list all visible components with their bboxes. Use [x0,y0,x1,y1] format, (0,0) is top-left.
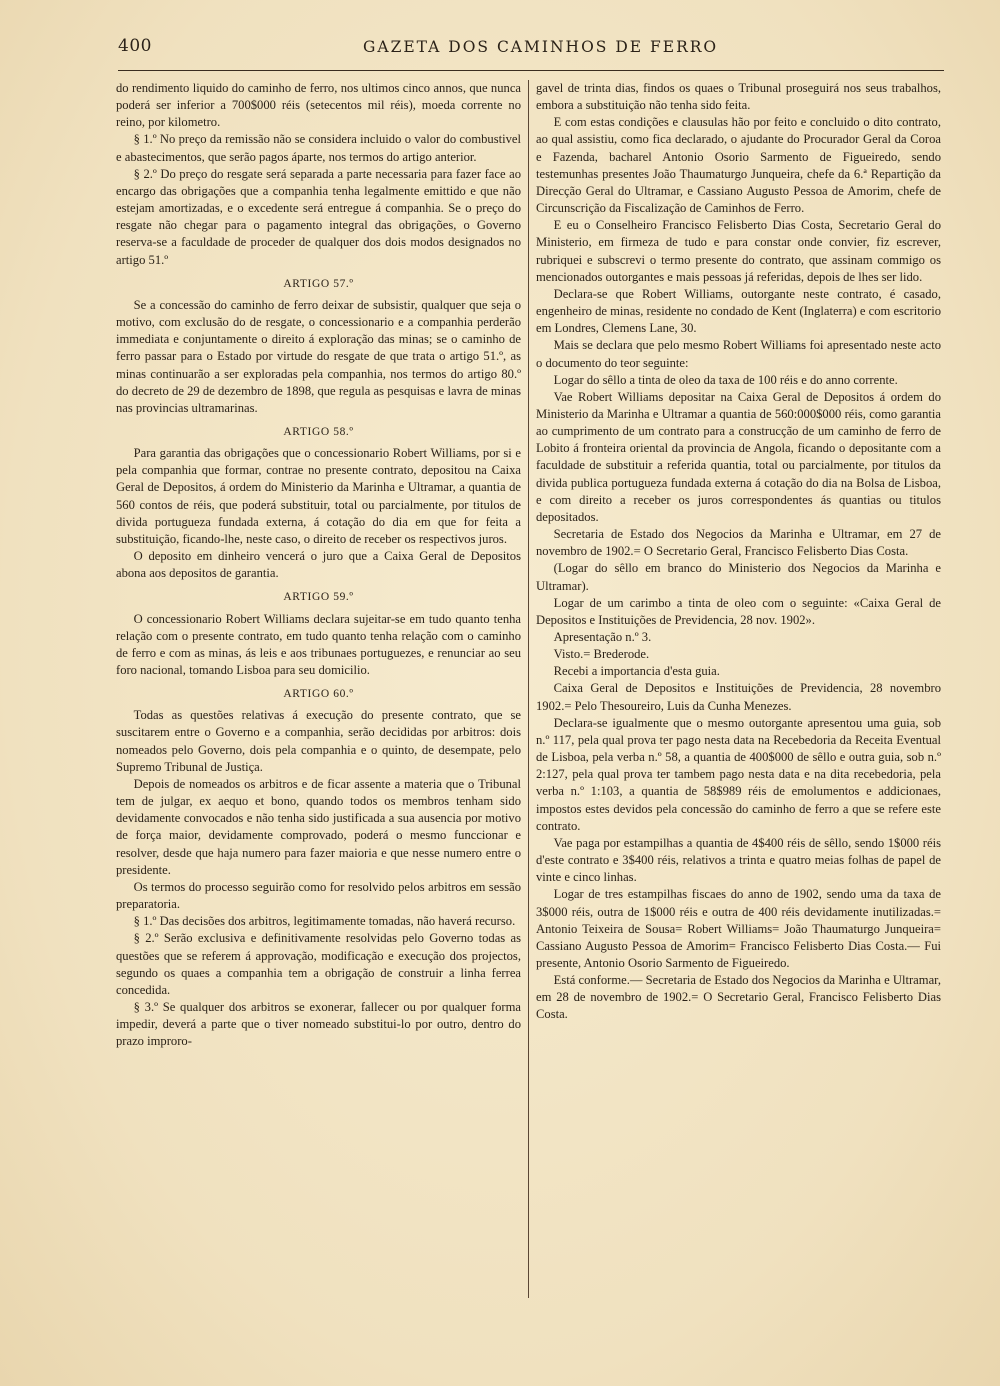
paragraph: Depois de nomeados os arbitros e de ficar assente a materia que o Tribunal tem de julgar, ex aequo et bono, quando todos os membros tenham sido devidamente convocados e não tenha sido justificada a sua ausencia por motivo de força maior, devidamente comprovado, poderá o mesmo funccionar e resolver, desde que haja numero para fazer maioria e que nesse numero entre o presidente. [116,776,521,877]
paragraph: O deposito em dinheiro vencerá o juro que a Caixa Geral de Depositos abona aos depositos de garantia. [116,549,521,581]
paragraph: Está conforme.— Secretaria de Estado dos Negocios da Marinha e Ultramar, em 28 de novembro de 1902.= O Secretario Geral, Francisco Felisberto Dias Costa. [536,973,941,1022]
paragraph: Vae Robert Williams depositar na Caixa Geral de Depositos á ordem do Ministerio da Marinha e Ultramar a quantia de 560:000$000 réis, como garantia ao cumprimento de um contrato para a construcção de um caminho de ferro de Lobito á fronteira oriental da provincia de Angola, ficando o depositante com a faculdade de substituir a referida quantia, total ou parcialmente, por titulos da divida publica portugueza fundada externa á cotação do dia na Bolsa de Lisboa, e com direito a receber os juros correspondentes ás quantias ou titulos depositados. [536,389,941,524]
paragraph: § 2.º Serão exclusiva e definitivamente resolvidas pelo Governo todas as questões que se referem á approvação, modificação e execução dos projectos, segundo os quaes a companhia tem a obrigação de construir a linha ferrea concedida. [116,931,521,997]
paragraph: E eu o Conselheiro Francisco Felisberto Dias Costa, Secretario Geral do Ministerio, em firmeza de tudo e para constar onde convier, fiz escrever, rubriquei e subscrevi o termo presente do contrato, que assinam commigo os mencionados outorgantes e mais pessoas já referidas, depois de lhes ser lido. [536,218,941,284]
paragraph: § 3.º Se qualquer dos arbitros se exonerar, fallecer ou por qualquer forma impedir, deverá a parte que o tiver nomeado substitui-lo por outro, dentro do prazo improro- [116,999,521,1049]
paragraph: § 1.º No preço da remissão não se considera incluido o valor do combustivel e abastecimentos, que serão pagos áparte, nos termos do artigo anterior. [116,132,521,164]
article-heading: ARTIGO 57.º [283,277,354,290]
paragraph: Recebi a importancia d'esta guia. [553,664,720,679]
paragraph: Vae paga por estampilhas a quantia de 4$400 réis de sêllo, sendo 1$000 réis d'este contrato e 3$400 réis, relativos a trinta e quatro meias folhas de papel de vinte e cinco linhas. [536,835,941,885]
paragraph: O concessionario Robert Williams declara sujeitar-se em tudo quanto tenha relação com o presente contrato, em tudo quanto tenha relação com o caminho de ferro e com as minas, ás leis e aos tribunaes portuguezes, e renunciar ao seu foro nacional, tomando Lisboa para seu domicilio. [116,611,521,677]
journal-title: GAZETA DOS CAMINHOS DE FERRO [363,38,719,56]
paragraph: Visto.= Brederode. [553,647,650,662]
right-column [536,80,941,1024]
paragraph: Caixa Geral de Depositos e Instituições de Previdencia, 28 novembro 1902.= Pelo Thesoureiro, Luis da Cunha Menezes. [536,681,941,713]
column-divider [528,80,529,1298]
paragraph: gavel de trinta dias, findos os quaes o Tribunal proseguirá nos seus trabalhos, embora a substituição não tenha sido feita. [536,81,941,113]
paragraph: Os termos do processo seguirão como for resolvido pelos arbitros em sessão preparatoria. [116,879,521,912]
paragraph: § 2.º Do preço do resgate será separada a parte necessaria para fazer face ao encargo das obrigações que a companhia tenha legalmente emittido e que não estejam amortizadas, e o excedente será entregue á companhia. Se o preço do resgate não chegar para o pagamento integral das obrigações, o Governo reserva-se a faculdade de proceder de qualquer dos dois modos designados no artigo 51.º [116,166,521,267]
paragraph: Declara-se que Robert Williams, outorgante neste contrato, é casado, engenheiro de minas, residente no condado de Kent (Inglaterra) e com escritorio em Londres, Clemens Lane, 30. [536,286,941,336]
article-heading: ARTIGO 60.º [283,688,354,701]
paragraph: do rendimento liquido do caminho de ferro, nos ultimos cinco annos, que nunca poderá ser inferior a 700$000 réis (setecentos mil réis), moeda corrente no reino, por kilometro. [116,81,521,130]
paragraph: Todas as questões relativas á execução do presente contrato, que se suscitarem entre o Governo e a companhia, serão decididas por arbitros: dois nomeados pelo Governo, dois pela companhia e o quinto, de desempate, pelo Supremo Tribunal de Justiça. [116,708,521,774]
paragraph: Mais se declara que pelo mesmo Robert Williams foi apresentado neste acto o documento do teor seguinte: [536,338,941,370]
paragraph: Logar de um carimbo a tinta de oleo com o seguinte: «Caixa Geral de Depositos e Instituições de Previdencia, 28 nov. 1902». [536,595,941,627]
article-heading: ARTIGO 59.º [283,591,354,604]
page-header [118,36,944,71]
paragraph: (Logar do sêllo em branco do Ministerio dos Negocios da Marinha e Ultramar). [536,561,941,593]
paragraph: Declara-se igualmente que o mesmo outorgante apresentou uma guia, sob n.º 117, pela qual prova ter pago nesta data na Recebedoria da Receita Eventual de Lisboa, pela verba n.º 58, a quantia de 400$000 de sêllo e outra guia, sob n.º 2:127, pela qual prova ter tambem pago nesta data e na dita recebedoria, pela verba n.º 1:103, a quantia de 58$989 réis de emolumentos e addicionaes, impostos estes devidos pela concessão do caminho de ferro a que se refere este contrato. [536,715,941,833]
page-number: 400 [118,36,152,56]
paragraph: § 1.º Das decisões dos arbitros, legitimamente tomadas, não haverá recurso. [133,914,516,929]
article-heading: ARTIGO 58.º [283,425,354,438]
paragraph: Se a concessão do caminho de ferro deixar de subsistir, qualquer que seja o motivo, com exclusão do de resgate, o concessionario e a companhia perderão immediata e conjuntamente o direito á exploração das minas; se o caminho de ferro passar para o Estado por virtude do resgate de que trata o artigo 51.º, as minas continuarão a ser exploradas pela companhia, nos termos do artigo 80.º do decreto de 29 de dezembro de 1898, que regula as pesquisas e lavra de minas nas provincias ultramarinas. [116,297,521,415]
left-column [116,80,521,1050]
paragraph: E com estas condições e clausulas hão por feito e concluido o dito contrato, ao qual assistiu, como fica declarado, o ajudante do Procurador Geral da Coroa e Fazenda, bacharel Antonio Osorio Sarmento de Figueiredo, sendo testemunhas presentes João Thaumaturgo Junqueira, chefe da 6.ª Repartição da Direcção Geral do Ultramar, e Cassiano Augusto Pessoa de Amorim, chefe de Circunscrição da Fiscalização de Caminhos de Ferro. [536,115,941,216]
paragraph: Logar de tres estampilhas fiscaes do anno de 1902, sendo uma da taxa de 3$000 réis, outra de 1$000 réis e outra de 400 réis devidamente inutilizadas.= Antonio Teixeira de Sousa= Robert Williams= João Thaumaturgo Junqueira= Cassiano Augusto Pessoa de Amorim= Francisco Felisberto Dias Costa.— Fui presente, Antonio Osorio Sarmento de Figueiredo. [536,887,941,970]
paragraph: Logar do sêllo a tinta de oleo da taxa de 100 réis e do anno corrente. [553,372,898,387]
paragraph: Secretaria de Estado dos Negocios da Marinha e Ultramar, em 27 de novembro de 1902.= O Secretario Geral, Francisco Felisberto Dias Costa. [536,527,941,559]
paragraph: Para garantia das obrigações que o concessionario Robert Williams, por si e pela companhia que formar, contrae no presente contrato, depositou na Caixa Geral de Depositos, á ordem do Ministerio da Marinha e Ultramar, a quantia de 560 contos de réis, que poderá substituir, total ou parcialmente, por titulos de divida portugueza fundada externa, á cotação do dia em que for feita a substituição, ficando-lhe, neste caso, o direito de receber os respectivos juros. [116,446,521,546]
paragraph: Apresentação n.º 3. [553,630,652,644]
